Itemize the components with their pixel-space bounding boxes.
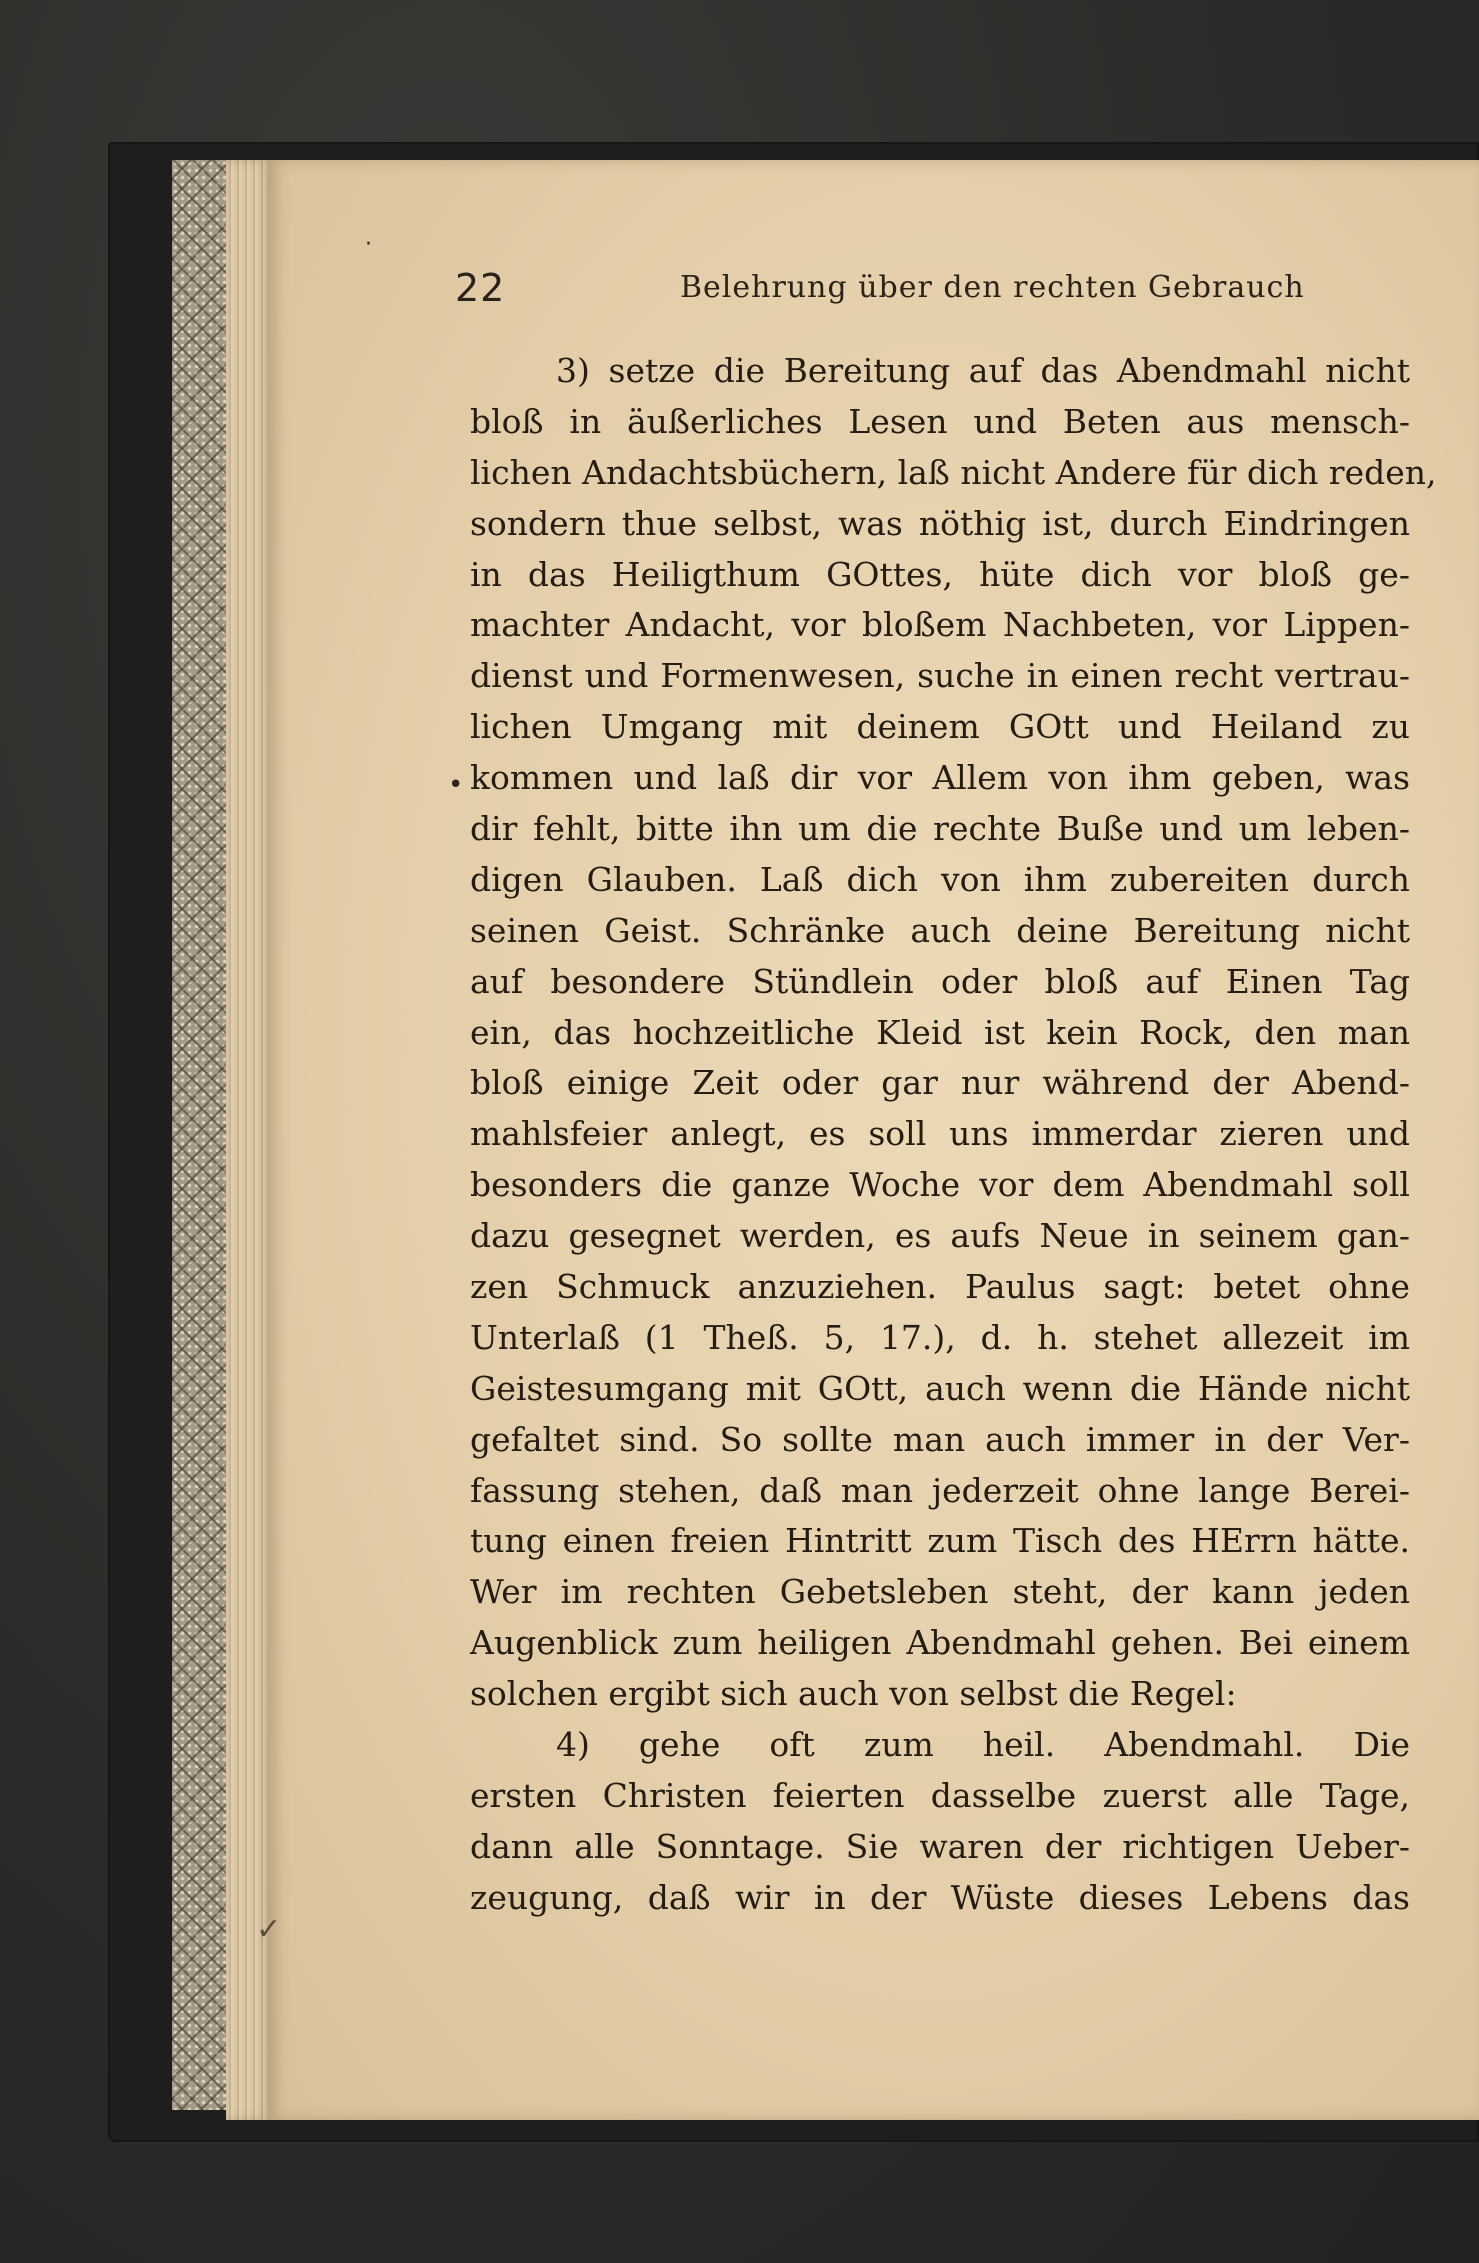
text-line: fassung stehen, daß man jederzeit ohne lange Berei- [470, 1470, 1410, 1510]
text-line: auf besondere Stündlein oder bloß auf Einen Tag [470, 961, 1410, 1001]
text-line: lichen Umgang mit deinem GOtt und Heiland zu [470, 707, 1410, 747]
text-line: lichen Andachtsbüchern, laß nicht Andere für dich reden, [470, 452, 1437, 492]
text-line: bloß einige Zeit oder gar nur während der Abend- [470, 1063, 1410, 1103]
body-text [470, 346, 1437, 1924]
text-line: Augenblick zum heiligen Abendmahl gehen. Bei einem [470, 1623, 1410, 1663]
text-line: dir fehlt, bitte ihn um die rechte Buße und um leben- [470, 809, 1410, 849]
margin-dot-mark: • [448, 770, 464, 800]
text-line: Geistesumgang mit GOtt, auch wenn die Hände nicht [470, 1368, 1410, 1408]
text-line: bloß in äußerliches Lesen und Beten aus mensch- [470, 401, 1410, 441]
text-line: tung einen freien Hintritt zum Tisch des HErrn hätte. [470, 1521, 1410, 1561]
text-line: seinen Geist. Schränke auch deine Bereitung nicht [470, 910, 1410, 950]
text-line: solchen ergibt sich auch von selbst die Regel: [470, 1674, 1237, 1714]
text-line: Unterlaß (1 Theß. 5, 17.), d. h. stehet allezeit im [470, 1317, 1410, 1357]
text-line: besonders die ganze Woche vor dem Abendmahl soll [470, 1165, 1410, 1205]
text-line: dazu gesegnet werden, es aufs Neue in seinem gan- [470, 1216, 1410, 1256]
text-line: ein, das hochzeitliche Kleid ist kein Rock, den man [470, 1012, 1410, 1052]
margin-tick-mark: ✓ [256, 1912, 282, 1947]
text-line: zen Schmuck anzuziehen. Paulus sagt: betet ohne [470, 1267, 1410, 1307]
text-line: dann alle Sonntage. Sie waren der richtigen Ueber- [470, 1826, 1410, 1866]
ink-dot-mark: · [365, 232, 372, 257]
text-line: machter Andacht, vor bloßem Nachbeten, vor Lippen- [470, 605, 1410, 645]
text-line: dienst und Formenwesen, suche in einen recht vertrau- [470, 656, 1410, 696]
text-line: zeugung, daß wir in der Wüste dieses Lebens das [470, 1877, 1410, 1917]
text-line: 3) setze die Bereitung auf das Abendmahl nicht [556, 351, 1410, 390]
patterned-endpaper [172, 160, 226, 2110]
text-line: mahlsfeier anlegt, es soll uns immerdar zieren und [470, 1114, 1410, 1154]
text-line: kommen und laß dir vor Allem von ihm geben, was [470, 758, 1410, 798]
text-line: sondern thue selbst, was nöthig ist, durch Eindringen [470, 503, 1410, 543]
text-line: in das Heiligthum GOttes, hüte dich vor bloß ge- [470, 554, 1410, 594]
page-edges [226, 160, 272, 2120]
text-line: Wer im rechten Gebetsleben steht, der kann jeden [470, 1572, 1410, 1612]
text-line: ersten Christen feierten dasselbe zuerst alle Tage, [470, 1775, 1410, 1815]
running-head: Belehrung über den rechten Gebrauch [680, 270, 1305, 305]
page-number: 22 [455, 266, 506, 310]
text-line: 4) gehe oft zum heil. Abendmahl. Die [556, 1725, 1410, 1765]
text-line: gefaltet sind. So sollte man auch immer in der Ver- [470, 1419, 1410, 1459]
text-line: digen Glauben. Laß dich von ihm zubereiten durch [470, 859, 1410, 899]
